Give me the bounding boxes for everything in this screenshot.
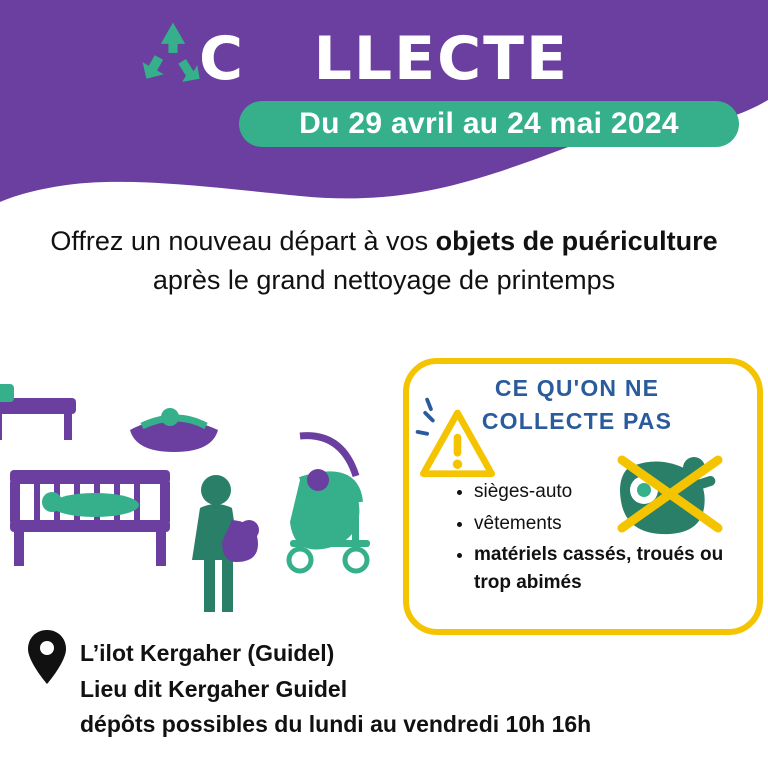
date-badge-label: Du 29 avril au 24 mai 2024 [299, 107, 679, 140]
changing-table-shape [0, 384, 76, 440]
date-badge [239, 101, 739, 147]
intro-text-part2: après le grand nettoyage de printemps [152, 265, 616, 296]
bassinet-shape [130, 408, 218, 452]
location-block [80, 636, 760, 743]
stroller-shape [289, 436, 370, 571]
map-pin-icon [26, 628, 68, 686]
intro-text [20, 222, 748, 300]
warning-triangle-icon [410, 392, 505, 487]
parent-with-baby-shape [192, 475, 259, 612]
exclusion-list-item: • vêtements [474, 510, 742, 538]
exclusion-heading-line2: COLLECTE PAS [481, 408, 673, 435]
exclusion-list-item: • matériels cassés, troués ou trop abimés [474, 541, 742, 596]
poster-title-text: C LLECTE [198, 23, 570, 94]
recycle-icon [135, 18, 211, 94]
childcare-items-illustration [0, 370, 400, 630]
crib-shape [10, 470, 170, 566]
intro-text-bold: objets de puériculture [435, 226, 718, 256]
poster-title [0, 16, 768, 101]
intro-text-part1: Offrez un nouveau départ à vos [50, 226, 436, 256]
location-line-1: L’ilot Kergaher (Guidel) [80, 640, 335, 666]
location-line-3: dépôts possibles du lundi au vendredi 10h 16h [80, 711, 592, 738]
exclusion-list [452, 478, 742, 600]
location-line-2: Lieu dit Kergaher Guidel [80, 675, 348, 702]
exclusion-heading-line1: CE QU'ON NE [494, 375, 660, 401]
exclusion-list-item: • sièges-auto [474, 478, 742, 506]
